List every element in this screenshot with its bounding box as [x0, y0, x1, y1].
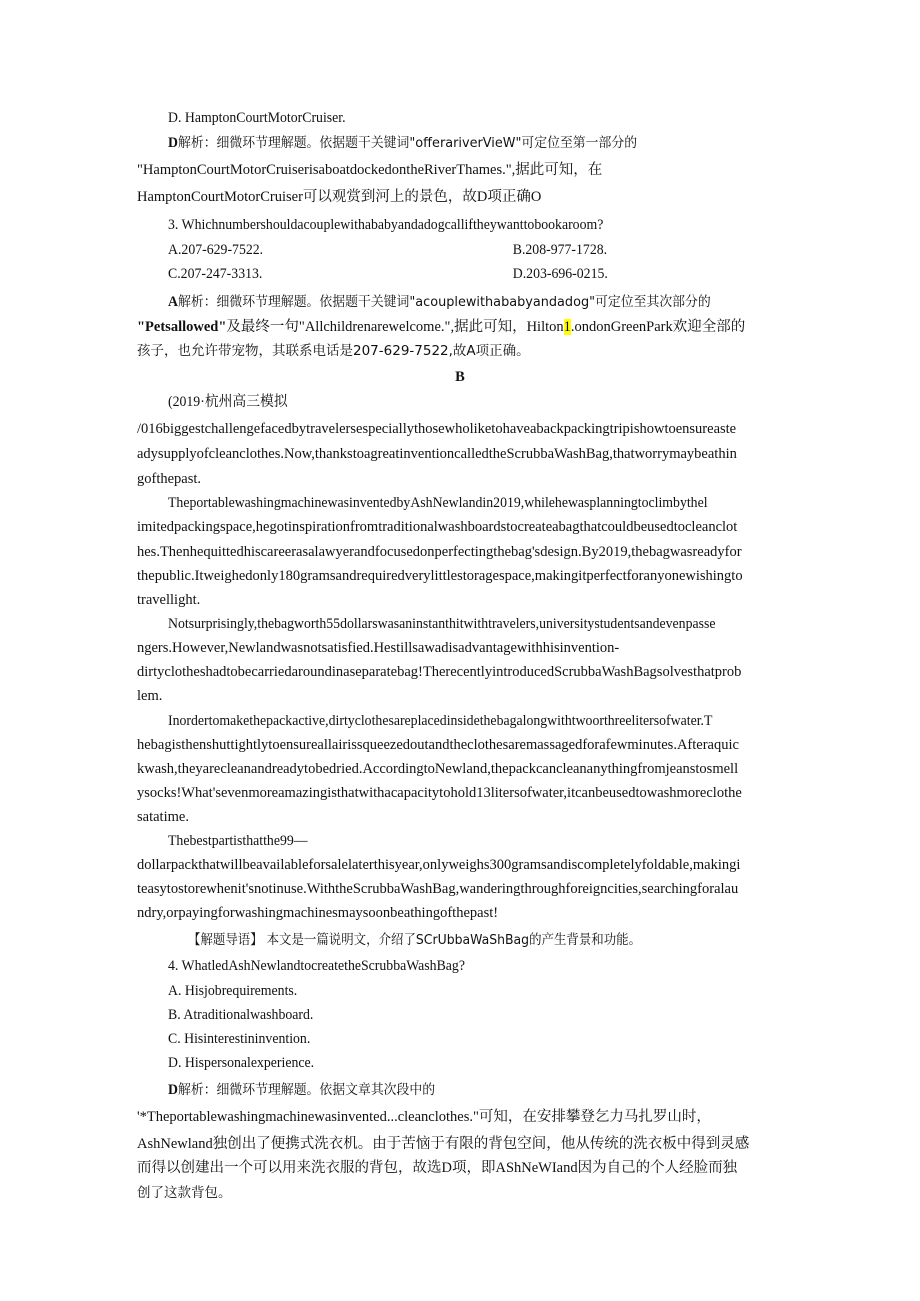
- q4-answer: [168, 1080, 787, 1100]
- passage-line: hebagisthenshuttightlytoensureallairissqueezedoutandtheclothesaremassagedforafewminutes.Afteraquic: [137, 737, 739, 753]
- passage-line: adysupplyofcleanclothes.Now,thankstoagreatinventioncalledtheScrubbaWashBag,thatworrymaybeathin: [137, 446, 737, 462]
- q3-answer-text: 解析：细微环节理解题。依据题干关键词"acouplewithababyandadog"可定位至其次部分的: [177, 294, 711, 310]
- q4-answer-line5: 创了这款背包。: [137, 1185, 232, 1201]
- q3-option-b: B.208-977-1728.: [512, 242, 608, 258]
- q3-options-row1: [168, 240, 787, 260]
- q3-option-d: D.203-696-0215.: [512, 266, 608, 282]
- q3-answer: [168, 292, 787, 312]
- q3-answer-mid: 及最终一句"Allchildrenarewelcome.",据此可知，Hilton: [226, 319, 564, 335]
- passage-line: satatime.: [137, 809, 189, 825]
- q4-answer-line4: 而得以创建出一个可以用来洗衣服的背包，故选D项，即AShNeWIand因为自己的个人经脸而独: [137, 1160, 738, 1176]
- q4-question: 4. WhatledAshNewlandtocreatetheScrubbaWashBag?: [168, 958, 465, 974]
- passage-line: thepublic.Itweighedonly180gramsandrequiredverylittlestoragespace,makingitperfectforanyonewishingto: [137, 568, 743, 584]
- passage-line: /016biggestchallengefacedbytravelersespeciallythosewholiketohaveabackpackingtripishowtoensureaste: [137, 421, 737, 437]
- q4-option-c: C. Hisinterestininvention.: [168, 1031, 311, 1047]
- passage-line: Inordertomakethepackactive,dirtyclothesareplacedinsidethebagalongwithtwoorthreelitersofwater.T: [168, 713, 713, 729]
- q2-option-d: D. HamptonCourtMotorCruiser.: [168, 110, 346, 126]
- passage-line: TheportablewashingmachinewasinventedbyAshNewlandin2019,whilehewasplanningtoclimbythel: [168, 495, 708, 511]
- q2-answer-letter: D: [168, 135, 178, 151]
- passage-line: kwash,theyarecleanandreadytobedried.AccordingtoNewland,thepackcancleananythingfromjeanstosmell: [137, 761, 739, 777]
- q3-answer-line2: [137, 317, 787, 337]
- q2-answer-line3: HamptonCourtMotorCruiser可以观赏到河上的景色，故D项正确O: [137, 189, 542, 205]
- passage-line: Notsurprisingly,thebagworth55dollarswasaninstanthitwithtravelers,universitystudentsandevenpasse: [168, 616, 716, 632]
- passage-line: teasytostorewhenit'snotinuse.WiththeScrubbaWashBag,wanderingthroughforeigncities,searchingforalau: [137, 881, 739, 897]
- q4-option-b: B. Atraditionalwashboard.: [168, 1007, 314, 1023]
- q4-answer-line2: '*Theportablewashingmachinewasinvented...cleanclothes."可知，在安排攀登乞力马扎罗山时，: [137, 1109, 711, 1125]
- q2-answer-line2: "HamptonCourtMotorCruiserisaboatdockedontheRiverThames.",据此可知，在: [137, 162, 603, 178]
- q3-answer-letter: A: [168, 294, 178, 310]
- passage-line: imitedpackingspace,hegotinspirationfromtraditionalwashboardstocreateabagthatcouldbeusedtocleanclot: [137, 519, 738, 535]
- q3-option-c: C.207-247-3313.: [168, 266, 263, 282]
- passage-line: Thebestpartisthatthe99—: [168, 833, 308, 849]
- reading-guide: 【解题导语】 本文是一篇说明文，介绍了SCrUbbaWaShBag的产生背景和功能。: [188, 932, 642, 948]
- passage-line: lem.: [137, 688, 163, 704]
- source-note: (2019·杭州高三模拟: [168, 394, 288, 410]
- q3-option-a: A.207-629-7522.: [168, 242, 264, 258]
- q4-option-d: D. Hispersonalexperience.: [168, 1055, 315, 1071]
- section-label: B: [455, 369, 465, 385]
- passage-line: dollarpackthatwillbeavailableforsalelaterthisyear,onlyweighs300gramsandiscompletelyfoldable,makingi: [137, 857, 741, 873]
- passage-line: travellight.: [137, 592, 201, 608]
- q4-answer-line3: AshNewland独创出了便携式洗衣机。由于苦恼于有限的背包空间，他从传统的洗衣板中得到灵感: [137, 1136, 750, 1152]
- q3-answer-line3: 孩子，也允许带宠物，其联系电话是207-629-7522,故A项正确。: [137, 343, 530, 359]
- q2-answer-text: 解析：细微环节理解题。依据题干关键词"offerariverVieW"可定位至第一部分的: [177, 135, 638, 151]
- passage-line: dirtyclotheshadtobecarriedaroundinaseparatebag!TherecentlyintroducedScrubbaWashBagsolvesthatprob: [137, 664, 742, 680]
- q4-answer-letter: D: [168, 1082, 178, 1098]
- q2-answer: [168, 133, 787, 153]
- q3-options-row2: [168, 264, 787, 284]
- passage-line: ndry,orpayingforwashingmachinesmaysoonbeathingofthepast!: [137, 905, 499, 921]
- passage-line: gofthepast.: [137, 471, 202, 487]
- passage-line: hes.Thenhequittedhiscareerasalawyerandfocusedonperfectingthebag'sdesign.By2019,thebagwasreadyfor: [137, 544, 742, 560]
- passage-line: ngers.However,Newlandwasnotsatisfied.Hestillsawadisadvantagewithhisinvention-: [137, 640, 620, 656]
- q3-answer-after: .ondonGreenPark欢迎全部的: [570, 319, 746, 335]
- q4-option-a: A. Hisjobrequirements.: [168, 983, 298, 999]
- q4-answer-text: 解析：细微环节理解题。依据文章其次段中的: [177, 1082, 436, 1098]
- q3-answer-bold: "Petsallowed": [137, 319, 227, 335]
- passage-line: ysocks!What'sevenmoreamazingisthatwithacapacitytohold13litersofwater,itcanbeusedtowashmoreclothe: [137, 785, 742, 801]
- q3-question: 3. Whichnumbershouldacouplewithababyandadogcalliftheywanttobookaroom?: [168, 217, 604, 233]
- highlight-mark: 1: [563, 319, 571, 335]
